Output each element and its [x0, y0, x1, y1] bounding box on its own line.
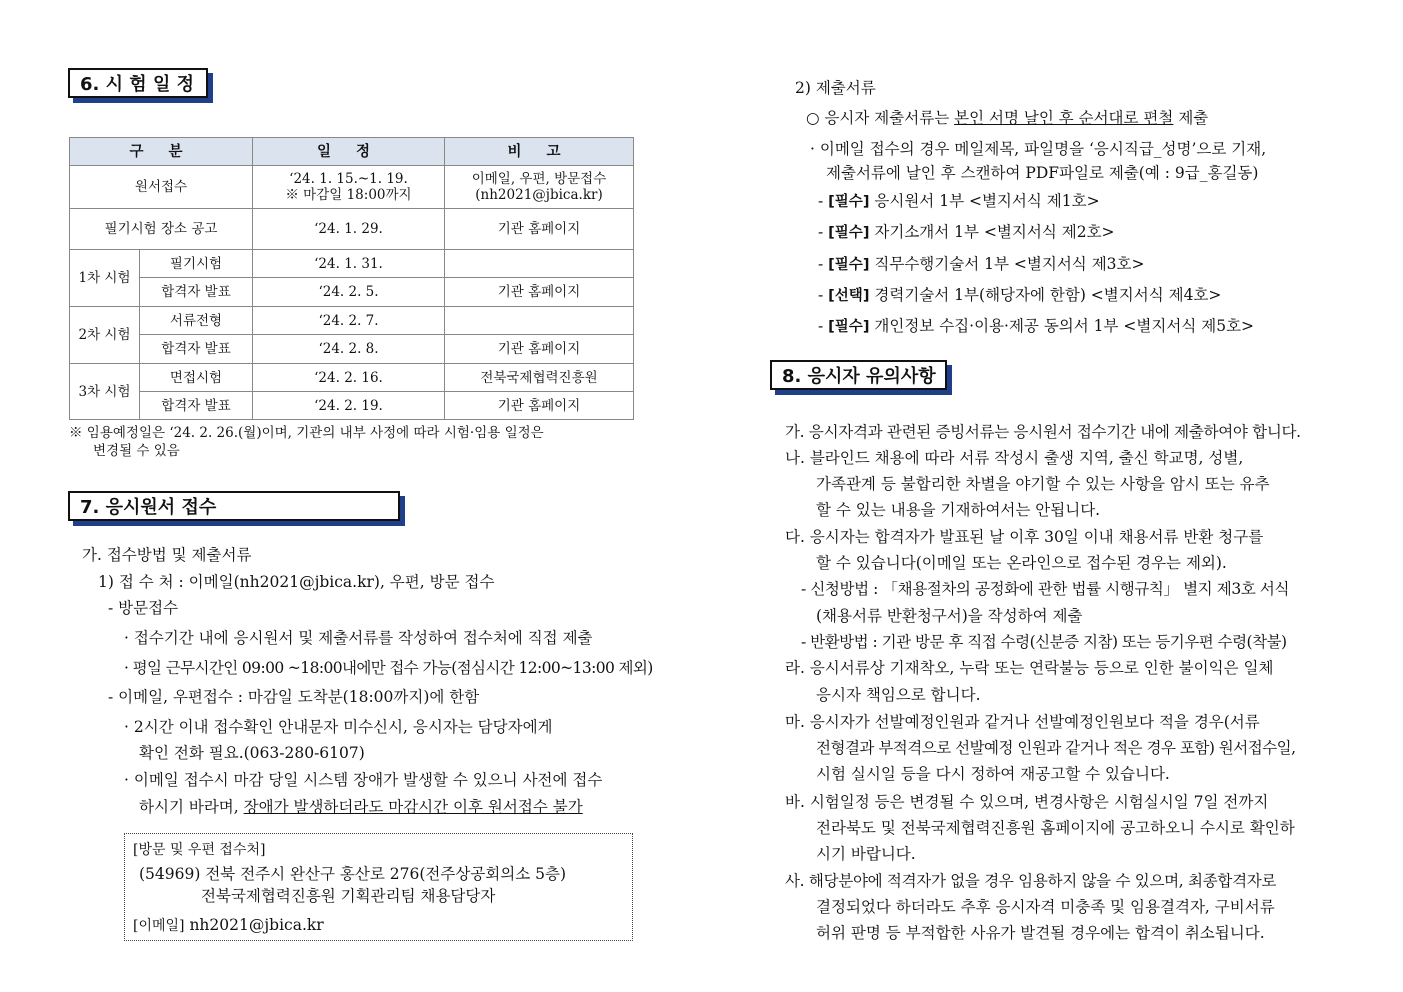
row-date: ‘24. 2. 5.	[253, 278, 445, 307]
schedule-table	[69, 137, 634, 420]
notice-da-method: - 신청방법 : 「채용절차의 공정화에 관한 법률 시행규칙」 별지 제3호 서식	[801, 580, 1290, 598]
row-note: 기관 홈페이지	[445, 335, 634, 364]
doc-item: - [선택] 경력기술서 1부(해당자에 한함) <별지서식 제4호>	[818, 286, 1222, 304]
item-visit-a: · 접수기간 내에 응시원서 및 제출서류를 작성하여 접수처에 직접 제출	[124, 629, 593, 647]
address-box	[124, 833, 633, 941]
row-date: ‘24. 2. 16.	[253, 364, 445, 392]
doc-item: - [필수] 직무수행기술서 1부 <별지서식 제3호>	[818, 255, 1145, 273]
row-sub: 합격자 발표	[140, 392, 253, 420]
doc-item: - [필수] 개인정보 수집·이용·제공 동의서 1부 <별지서식 제5호>	[818, 317, 1255, 335]
notice-ba-cont: 시기 바랍니다.	[816, 845, 916, 863]
row-date: ‘24. 1. 31.	[253, 250, 445, 278]
row-sub: 필기시험	[140, 250, 253, 278]
row-sub: 면접시험	[140, 364, 253, 392]
table-row	[70, 307, 634, 335]
section-8-title: 8. 응시자 유의사항	[770, 360, 947, 390]
warning-underline: 장애가 발생하더라도 마감시간 이후 원서접수 불가	[243, 798, 583, 816]
section-6-title: 6. 시 험 일 정	[68, 68, 208, 98]
row-sub: 서류전형	[140, 307, 253, 335]
row-sub: 합격자 발표	[140, 278, 253, 307]
item-1: 1) 접 수 처 : 이메일(nh2021@jbica.kr), 우편, 방문 접수	[98, 573, 495, 591]
section-7-title: 7. 응시원서 접수	[68, 491, 400, 521]
item-email-b: · 이메일 접수시 마감 당일 시스템 장애가 발생할 수 있으니 사전에 접수	[124, 771, 603, 789]
row-note: 기관 홈페이지	[445, 209, 634, 250]
row-date: ‘24. 1. 15.~1. 19. ※ 마감일 18:00까지	[253, 166, 445, 209]
stage-label: 3차 시험	[70, 364, 140, 420]
row-date: ‘24. 2. 7.	[253, 307, 445, 335]
notice-na-cont: 할 수 있는 내용을 기재하여서는 안됩니다.	[816, 501, 1101, 519]
r-item-2: 2) 제출서류	[795, 79, 876, 97]
row-note: 이메일, 우편, 방문접수 (nh2021@jbica.kr)	[445, 166, 634, 209]
notice-sa-cont: 결정되었다 하더라도 추후 응시자격 미충족 및 임용결격자, 구비서류	[816, 898, 1275, 916]
notice-ba-cont: 전라북도 및 전북국제협력진흥원 홈페이지에 공고하오니 수시로 확인하	[816, 819, 1295, 837]
item-visit-b: · 평일 근무시간인 09:00 ~18:00내에만 접수 가능(점심시간 12:00~13:00 제외)	[124, 659, 653, 677]
notice-ma: 마. 응시자가 선발예정인원과 같거나 선발예정인원보다 적을 경우(서류	[785, 713, 1260, 731]
row-date: ‘24. 2. 19.	[253, 392, 445, 420]
table-header-note: 비 고	[445, 138, 634, 166]
notice-ma-cont: 시험 실시일 등을 다시 정하여 재공고할 수 있습니다.	[816, 765, 1170, 783]
notice-sa-cont: 허위 판명 등 부적합한 사유가 발견될 경우에는 합격이 취소됩니다.	[816, 924, 1265, 942]
doc-item: - [필수] 응시원서 1부 <별지서식 제1호>	[818, 192, 1100, 210]
table-row	[70, 209, 634, 250]
row-date: ‘24. 2. 8.	[253, 335, 445, 364]
r-dot-item-cont: 제출서류에 날인 후 스캔하여 PDF파일로 제출(예 : 9급_홍길동)	[826, 164, 1259, 182]
item-visit: - 방문접수	[108, 599, 179, 617]
table-row	[70, 250, 634, 278]
item-email-a: · 2시간 이내 접수확인 안내문자 미수신시, 응시자는 담당자에게	[124, 718, 553, 736]
item-email-a-cont: 확인 전화 필요.(063-280-6107)	[139, 744, 365, 762]
box-email: [이메일] nh2021@jbica.kr	[133, 916, 324, 934]
notice-ba: 바. 시험일정 등은 변경될 수 있으며, 변경사항은 시험실시일 7일 전까지	[785, 793, 1269, 811]
r-dot-item: · 이메일 접수의 경우 메일제목, 파일명을 ‘응시직급_성명’으로 기재,	[810, 140, 1267, 158]
table-header-category: 구 분	[70, 138, 253, 166]
box-title: [방문 및 우편 접수처]	[133, 842, 266, 858]
table-row	[70, 278, 634, 307]
footnote: ※ 임용예정일은 ‘24. 2. 26.(월)이며, 기관의 내부 사정에 따라 시험·임용 일정은	[69, 425, 544, 441]
notice-ra: 라. 응시서류상 기재착오, 누락 또는 연락불능 등으로 인한 불이익은 일체	[785, 659, 1274, 677]
table-row	[70, 392, 634, 420]
row-note	[445, 250, 634, 278]
table-row	[70, 364, 634, 392]
row-note: 기관 홈페이지	[445, 278, 634, 307]
notice-sa: 사. 해당분야에 적격자가 없을 경우 임용하지 않을 수 있으며, 최종합격자로	[785, 872, 1277, 890]
item-email-b-cont: 하시기 바라며, 장애가 발생하더라도 마감시간 이후 원서접수 불가	[139, 798, 583, 816]
notice-da-return: - 반환방법 : 기관 방문 후 직접 수령(신분증 지참) 또는 등기우편 수령(착불)	[801, 633, 1287, 651]
stage-label: 1차 시험	[70, 250, 140, 307]
notice-da-method-cont: (채용서류 반환청구서)을 작성하여 제출	[816, 607, 1083, 625]
stage-label: 2차 시험	[70, 307, 140, 364]
box-address-2: 전북국제협력진흥원 기획관리팀 채용담당자	[201, 887, 496, 905]
notice-ga: 가. 응시자격과 관련된 증빙서류는 응시원서 접수기간 내에 제출하여야 합니다.	[785, 423, 1301, 441]
row-note: 기관 홈페이지	[445, 392, 634, 420]
notice-ra-cont: 응시자 책임으로 합니다.	[816, 686, 981, 704]
table-row	[70, 166, 634, 209]
row-label: 원서접수	[70, 166, 253, 209]
row-date: ‘24. 1. 29.	[253, 209, 445, 250]
item-email: - 이메일, 우편접수 : 마감일 도착분(18:00까지)에 한함	[108, 688, 480, 706]
box-address-1: (54969) 전북 전주시 완산구 홍산로 276(전주상공회의소 5층)	[139, 865, 566, 883]
row-label: 필기시험 장소 공고	[70, 209, 253, 250]
doc-item: - [필수] 자기소개서 1부 <별지서식 제2호>	[818, 223, 1115, 241]
row-note: 전북국제협력진흥원	[445, 364, 634, 392]
notice-na-cont: 가족관계 등 불합리한 차별을 야기할 수 있는 사항을 암시 또는 유추	[816, 475, 1270, 493]
notice-da-cont: 할 수 있습니다(이메일 또는 온라인으로 접수된 경우는 제외).	[816, 554, 1227, 572]
notice-da: 다. 응시자는 합격자가 발표된 날 이후 30일 이내 채용서류 반환 청구를	[785, 528, 1264, 546]
r-circle-item: ○ 응시자 제출서류는 본인 서명 날인 후 순서대로 편철 제출	[806, 109, 1209, 127]
row-note	[445, 307, 634, 335]
table-header-date: 일 정	[253, 138, 445, 166]
notice-ma-cont: 전형결과 부적격으로 선발예정 인원과 같거나 적은 경우 포함) 원서접수일,	[816, 739, 1296, 757]
row-sub: 합격자 발표	[140, 335, 253, 364]
notice-na: 나. 블라인드 채용에 따라 서류 작성시 출생 지역, 출신 학교명, 성별,	[785, 449, 1244, 467]
table-row	[70, 335, 634, 364]
item-ga: 가. 접수방법 및 제출서류	[82, 546, 252, 564]
footnote-cont: 변경될 수 있음	[93, 443, 180, 459]
